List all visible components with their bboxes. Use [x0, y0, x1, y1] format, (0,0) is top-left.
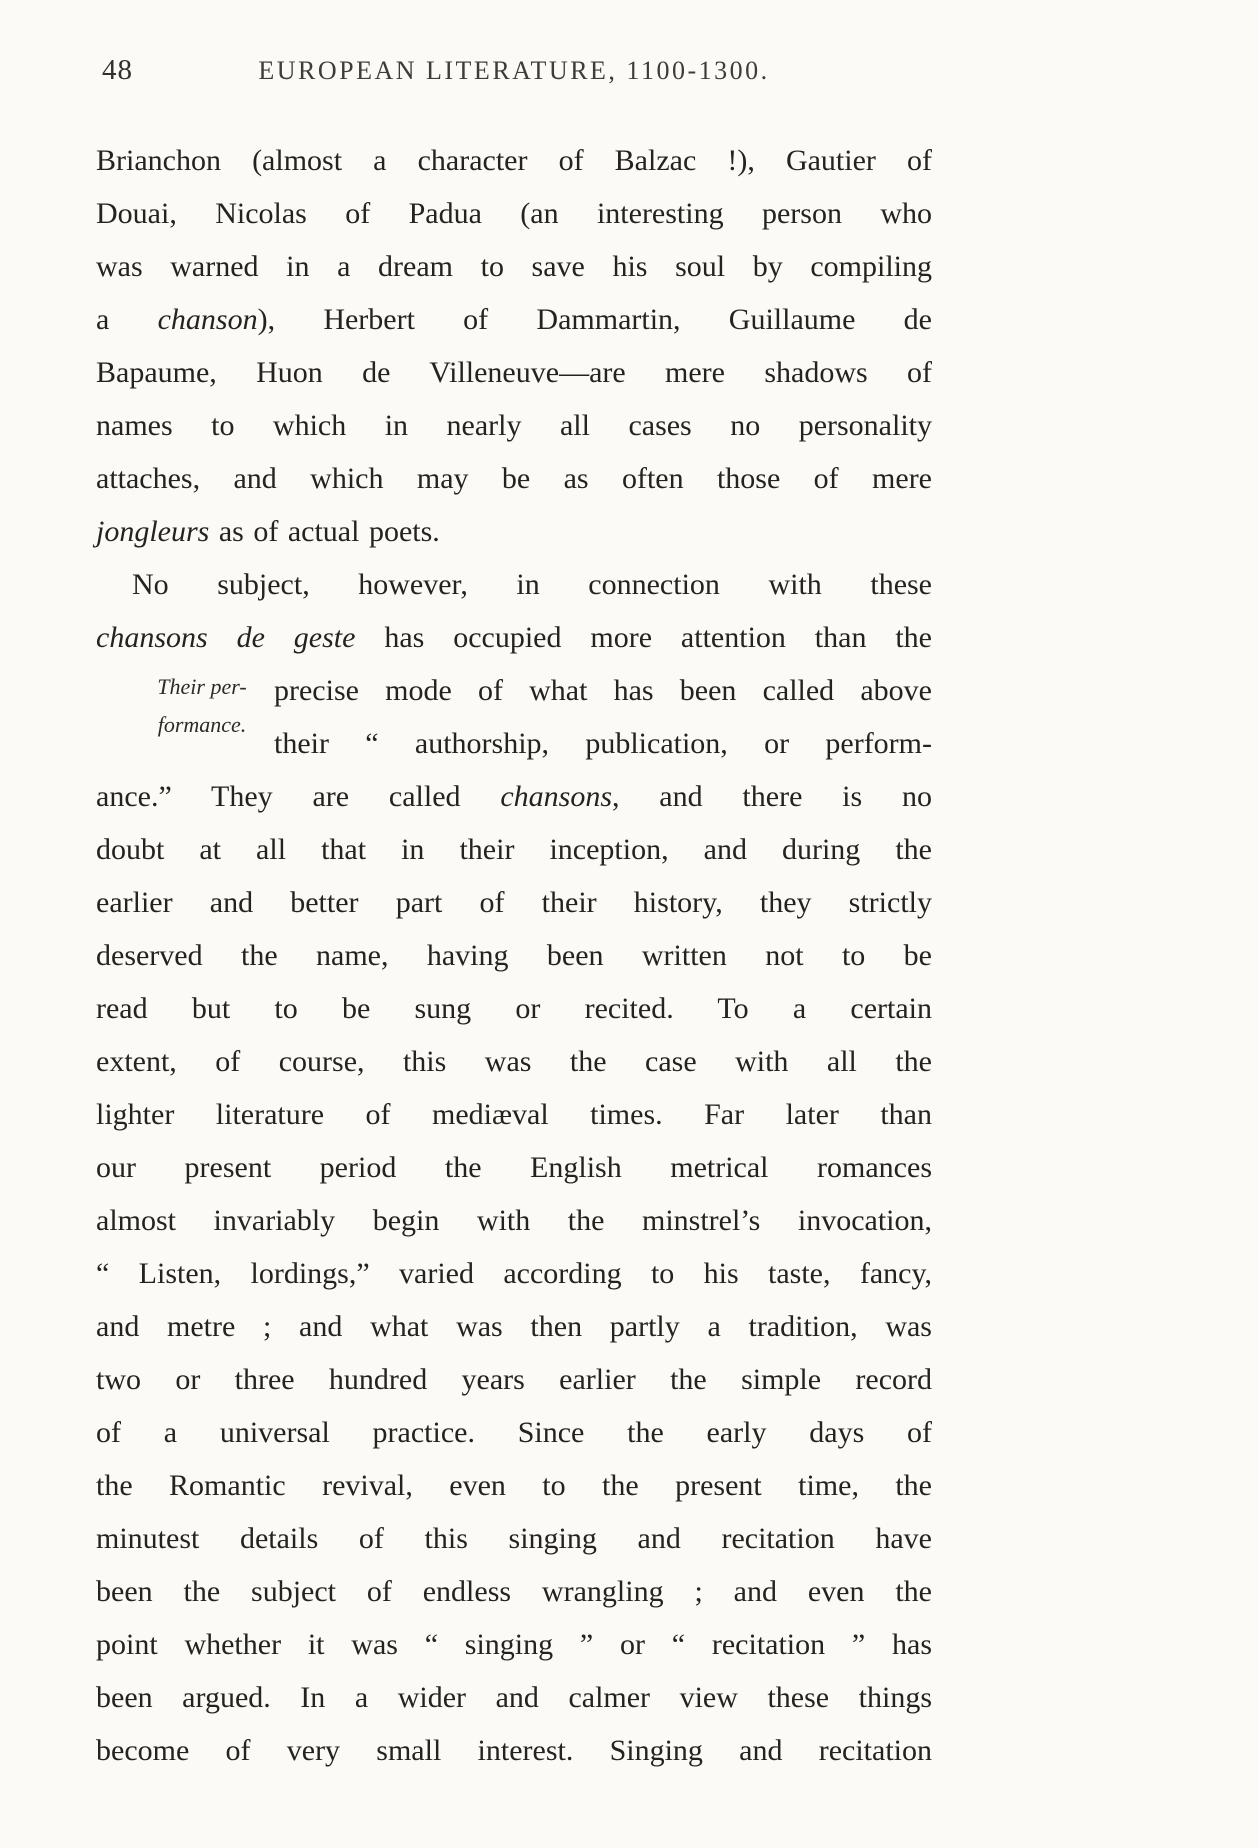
text-line: Brianchon (almost a character of Balzac !), Gautier of [96, 144, 932, 177]
margin-note [124, 668, 280, 744]
text-line: point whether it was “ singing ” or “ recitation ” has [96, 1628, 932, 1661]
margin-note-line: formance. [157, 712, 247, 737]
text-line: earlier and better part of their history, they strictly [96, 886, 932, 919]
text-line: their “ authorship, publication, or perform- [274, 727, 932, 760]
text-line: and metre ; and what was then partly a tradition, was [96, 1310, 932, 1343]
running-title: EUROPEAN LITERATURE, 1100-1300. [258, 56, 770, 85]
text-line: names to which in nearly all cases no personality [96, 409, 932, 442]
page-body [96, 134, 932, 1777]
text-line: the Romantic revival, even to the present time, the [96, 1469, 932, 1502]
text-line: “ Listen, lordings,” varied according to his taste, fancy, [96, 1257, 932, 1290]
text-line: two or three hundred years earlier the simple record [96, 1363, 932, 1396]
text-line: jongleurs as of actual poets. [96, 515, 440, 548]
text-line: No subject, however, in connection with these [132, 568, 932, 601]
text-line: almost invariably begin with the minstrel’s invocation, [96, 1204, 932, 1237]
text-line: was warned in a dream to save his soul by compiling [96, 250, 932, 283]
text-line: deserved the name, having been written not to be [96, 939, 932, 972]
text-line: become of very small interest. Singing and recitation [96, 1734, 932, 1767]
page-number: 48 [102, 54, 133, 86]
paragraph [96, 134, 932, 558]
text-line: been the subject of endless wrangling ; and even the [96, 1575, 932, 1608]
text-line: precise mode of what has been called above [274, 674, 932, 707]
text-line: a chanson), Herbert of Dammartin, Guillaume de [96, 303, 932, 336]
text-line: extent, of course, this was the case with all the [96, 1045, 932, 1078]
text-line: Bapaume, Huon de Villeneuve—are mere shadows of [96, 356, 932, 389]
text-line: of a universal practice. Since the early days of [96, 1416, 932, 1449]
text-line: read but to be sung or recited. To a certain [96, 992, 932, 1025]
margin-note-line: Their per- [157, 674, 247, 699]
text-line: doubt at all that in their inception, and during the [96, 833, 932, 866]
text-line: been argued. In a wider and calmer view these things [96, 1681, 932, 1714]
text-line: chansons de geste has occupied more attention than the [96, 621, 932, 654]
text-line: minutest details of this singing and recitation have [96, 1522, 932, 1555]
text-line: ance.” They are called chansons, and there is no [96, 780, 932, 813]
text-line: lighter literature of mediæval times. Far later than [96, 1098, 932, 1131]
text-line: Douai, Nicolas of Padua (an interesting person who [96, 197, 932, 230]
text-line: our present period the English metrical romances [96, 1151, 932, 1184]
page-header [96, 56, 932, 86]
text-line: attaches, and which may be as often those of mere [96, 462, 932, 495]
